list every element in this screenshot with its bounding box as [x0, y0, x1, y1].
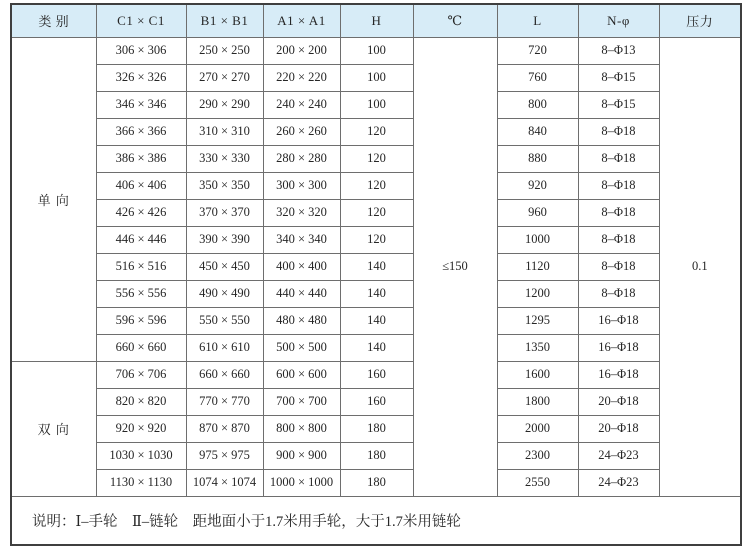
- footer-note: 说明：Ⅰ–手轮 Ⅱ–链轮 距地面小于1.7米用手轮，大于1.7米用链轮: [11, 496, 741, 545]
- cell-h: 160: [340, 361, 413, 388]
- cell-a1: 500 × 500: [263, 334, 340, 361]
- table-row: [11, 64, 741, 91]
- header-h: H: [340, 4, 413, 37]
- cell-c1: 706 × 706: [96, 361, 186, 388]
- header-category: 类 别: [11, 4, 96, 37]
- cell-c1: 326 × 326: [96, 64, 186, 91]
- cell-b1: 330 × 330: [186, 145, 263, 172]
- cell-l: 1295: [497, 307, 578, 334]
- table-row: [11, 172, 741, 199]
- cell-l: 1000: [497, 226, 578, 253]
- cell-h: 140: [340, 253, 413, 280]
- header-a1xa1: A1 × A1: [263, 4, 340, 37]
- cell-c1: 920 × 920: [96, 415, 186, 442]
- header-l: L: [497, 4, 578, 37]
- table-body: [11, 37, 741, 496]
- cell-a1: 400 × 400: [263, 253, 340, 280]
- cell-b1: 660 × 660: [186, 361, 263, 388]
- cell-h: 100: [340, 91, 413, 118]
- cell-h: 180: [340, 469, 413, 496]
- cell-n-phi: 8–Φ18: [578, 172, 659, 199]
- table-row: [11, 199, 741, 226]
- cell-c1: 446 × 446: [96, 226, 186, 253]
- cell-n-phi: 8–Φ18: [578, 253, 659, 280]
- cell-l: 760: [497, 64, 578, 91]
- cell-b1: 610 × 610: [186, 334, 263, 361]
- cell-a1: 480 × 480: [263, 307, 340, 334]
- table-row: [11, 442, 741, 469]
- cell-l: 920: [497, 172, 578, 199]
- cell-b1: 350 × 350: [186, 172, 263, 199]
- cell-temperature: ≤150: [413, 37, 497, 496]
- cell-c1: 426 × 426: [96, 199, 186, 226]
- cell-n-phi: 8–Φ13: [578, 37, 659, 64]
- cell-b1: 250 × 250: [186, 37, 263, 64]
- header-row: [11, 4, 741, 37]
- cell-b1: 770 × 770: [186, 388, 263, 415]
- cell-c1: 1030 × 1030: [96, 442, 186, 469]
- table-row: [11, 118, 741, 145]
- cell-h: 180: [340, 442, 413, 469]
- table-row: [11, 145, 741, 172]
- cell-n-phi: 8–Φ18: [578, 226, 659, 253]
- cell-h: 100: [340, 37, 413, 64]
- cell-b1: 270 × 270: [186, 64, 263, 91]
- cell-n-phi: 8–Φ18: [578, 199, 659, 226]
- table-row: [11, 37, 741, 64]
- cell-n-phi: 8–Φ18: [578, 145, 659, 172]
- cell-c1: 406 × 406: [96, 172, 186, 199]
- cell-b1: 975 × 975: [186, 442, 263, 469]
- note-row: [11, 496, 741, 545]
- cell-h: 100: [340, 64, 413, 91]
- cell-b1: 390 × 390: [186, 226, 263, 253]
- cell-c1: 596 × 596: [96, 307, 186, 334]
- cell-a1: 260 × 260: [263, 118, 340, 145]
- cell-n-phi: 24–Φ23: [578, 469, 659, 496]
- cell-b1: 550 × 550: [186, 307, 263, 334]
- cell-pressure: 0.1: [659, 37, 741, 496]
- cell-l: 1200: [497, 280, 578, 307]
- cell-a1: 220 × 220: [263, 64, 340, 91]
- table-row: [11, 91, 741, 118]
- cell-n-phi: 8–Φ15: [578, 64, 659, 91]
- group-label-single: 单 向: [11, 37, 96, 361]
- cell-c1: 1130 × 1130: [96, 469, 186, 496]
- cell-a1: 440 × 440: [263, 280, 340, 307]
- cell-b1: 870 × 870: [186, 415, 263, 442]
- table-header: [11, 4, 741, 37]
- table-row: [11, 334, 741, 361]
- cell-l: 800: [497, 91, 578, 118]
- cell-l: 840: [497, 118, 578, 145]
- cell-h: 140: [340, 334, 413, 361]
- spec-table: [10, 3, 742, 546]
- cell-l: 2000: [497, 415, 578, 442]
- cell-a1: 700 × 700: [263, 388, 340, 415]
- cell-h: 120: [340, 118, 413, 145]
- cell-l: 960: [497, 199, 578, 226]
- cell-c1: 386 × 386: [96, 145, 186, 172]
- cell-h: 140: [340, 280, 413, 307]
- cell-n-phi: 8–Φ15: [578, 91, 659, 118]
- cell-n-phi: 8–Φ18: [578, 118, 659, 145]
- cell-n-phi: 24–Φ23: [578, 442, 659, 469]
- table-row: [11, 361, 741, 388]
- cell-a1: 280 × 280: [263, 145, 340, 172]
- table-row: [11, 280, 741, 307]
- cell-c1: 346 × 346: [96, 91, 186, 118]
- header-c1xc1: C1 × C1: [96, 4, 186, 37]
- cell-b1: 370 × 370: [186, 199, 263, 226]
- cell-h: 120: [340, 145, 413, 172]
- cell-a1: 800 × 800: [263, 415, 340, 442]
- cell-n-phi: 8–Φ18: [578, 280, 659, 307]
- cell-a1: 900 × 900: [263, 442, 340, 469]
- cell-c1: 366 × 366: [96, 118, 186, 145]
- cell-n-phi: 16–Φ18: [578, 307, 659, 334]
- cell-h: 160: [340, 388, 413, 415]
- cell-c1: 820 × 820: [96, 388, 186, 415]
- cell-h: 120: [340, 172, 413, 199]
- cell-c1: 306 × 306: [96, 37, 186, 64]
- table-row: [11, 469, 741, 496]
- cell-n-phi: 16–Φ18: [578, 361, 659, 388]
- cell-l: 1600: [497, 361, 578, 388]
- cell-l: 2550: [497, 469, 578, 496]
- cell-a1: 200 × 200: [263, 37, 340, 64]
- cell-b1: 490 × 490: [186, 280, 263, 307]
- table-row: [11, 388, 741, 415]
- header-pressure: 压力: [659, 4, 741, 37]
- cell-l: 880: [497, 145, 578, 172]
- cell-l: 1350: [497, 334, 578, 361]
- cell-a1: 340 × 340: [263, 226, 340, 253]
- cell-n-phi: 20–Φ18: [578, 415, 659, 442]
- cell-b1: 450 × 450: [186, 253, 263, 280]
- cell-b1: 1074 × 1074: [186, 469, 263, 496]
- cell-a1: 600 × 600: [263, 361, 340, 388]
- cell-b1: 310 × 310: [186, 118, 263, 145]
- cell-l: 1120: [497, 253, 578, 280]
- cell-a1: 300 × 300: [263, 172, 340, 199]
- cell-l: 720: [497, 37, 578, 64]
- table-footer: [11, 496, 741, 545]
- cell-l: 1800: [497, 388, 578, 415]
- table-row: [11, 253, 741, 280]
- table-row: [11, 307, 741, 334]
- header-temperature: ℃: [413, 4, 497, 37]
- cell-c1: 516 × 516: [96, 253, 186, 280]
- header-n-phi: N-φ: [578, 4, 659, 37]
- cell-n-phi: 20–Φ18: [578, 388, 659, 415]
- cell-a1: 1000 × 1000: [263, 469, 340, 496]
- cell-c1: 660 × 660: [96, 334, 186, 361]
- cell-l: 2300: [497, 442, 578, 469]
- cell-h: 120: [340, 199, 413, 226]
- cell-h: 180: [340, 415, 413, 442]
- cell-c1: 556 × 556: [96, 280, 186, 307]
- cell-a1: 240 × 240: [263, 91, 340, 118]
- cell-a1: 320 × 320: [263, 199, 340, 226]
- table-row: [11, 415, 741, 442]
- group-label-double: 双 向: [11, 361, 96, 496]
- cell-n-phi: 16–Φ18: [578, 334, 659, 361]
- cell-h: 140: [340, 307, 413, 334]
- table-row: [11, 226, 741, 253]
- cell-h: 120: [340, 226, 413, 253]
- header-b1xb1: B1 × B1: [186, 4, 263, 37]
- cell-b1: 290 × 290: [186, 91, 263, 118]
